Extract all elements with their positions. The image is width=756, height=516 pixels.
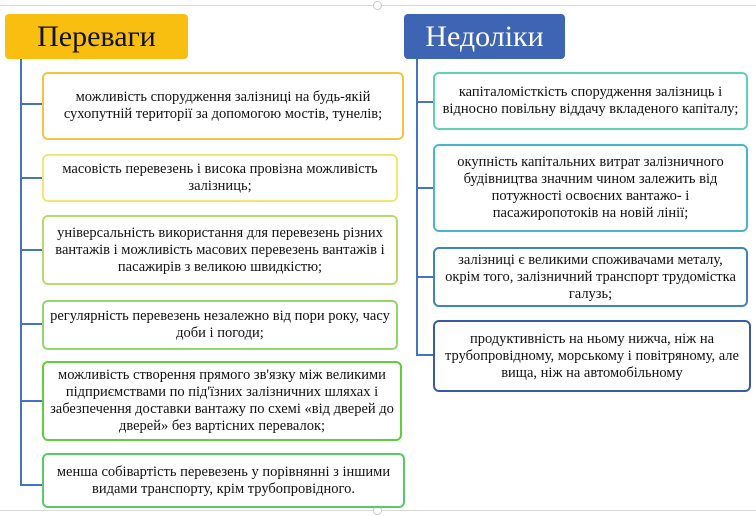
disadvantage-item-text: залізниці є великими споживачами металу, окрім того, залізничний транспорт трудомістка галузь;	[445, 251, 736, 302]
disadvantage-item	[433, 320, 751, 392]
advantages-connector-branch	[20, 484, 42, 486]
advantage-item	[42, 453, 405, 508]
advantage-item	[42, 300, 398, 350]
disadvantages-header	[404, 14, 565, 59]
disadvantages-connector-trunk	[416, 59, 418, 356]
advantages-connector-branch	[20, 400, 42, 402]
disadvantages-connector-branch	[416, 101, 433, 103]
disadvantage-item	[433, 72, 748, 130]
advantage-item	[42, 154, 398, 202]
disadvantage-item-text: продуктивність на ньому нижча, ніж на трубопровідному, морському і повітряному, але вища, ніж на автомобільному	[445, 330, 739, 381]
advantage-item-text: універсальність використання для перевезень різних вантажів і можливість масових перевезень вантажів і пасажирів з великою швидкістю;	[55, 224, 385, 275]
advantages-connector-branch	[20, 249, 42, 251]
advantages-title: Переваги	[37, 19, 156, 53]
advantage-item-text: можливість спорудження залізниці на будь-якій сухопутній території за допомогою мостів, тунелів;	[63, 89, 383, 122]
advantage-item-text: регулярність перевезень незалежно від пори року, часу доби і погоди;	[50, 308, 390, 341]
advantage-item	[42, 361, 402, 441]
disadvantages-connector-branch	[416, 276, 433, 278]
advantages-connector-branch	[20, 103, 42, 105]
advantage-item-text: масовість перевезень і висока провізна можливість залізниць;	[62, 161, 378, 194]
disadvantage-item	[433, 144, 748, 232]
resize-handle-top[interactable]	[373, 1, 382, 10]
advantages-header	[5, 14, 188, 59]
advantage-item-text: можливість створення прямого зв'язку між великими підприємствами по під'їзних залізничних шляхах і забезпечення доставки вантажу по схемі «від дверей до дверей» без вартісних перевалок;	[50, 367, 394, 434]
disadvantages-connector-branch	[416, 187, 433, 189]
disadvantage-item	[433, 247, 748, 307]
disadvantage-item-text: окупність капітальних витрат залізничного будівництва значним чином залежить від потужності освоєних вантажо- і пасажиропотоків на новій лінії;	[457, 154, 724, 221]
disadvantages-connector-branch	[416, 354, 433, 356]
advantage-item-text: менша собівартість перевезень у порівнянні з іншими видами транспорту, крім трубопровідного.	[56, 463, 391, 497]
advantages-connector-trunk	[20, 59, 22, 486]
advantages-connector-branch	[20, 323, 42, 325]
advantage-item	[42, 215, 398, 285]
advantage-item	[42, 72, 404, 140]
advantages-connector-branch	[20, 177, 42, 179]
disadvantage-item-text: капіталомісткість спорудження залізниць і відносно повільну віддачу вкладеного капіталу;	[442, 84, 739, 117]
disadvantages-title: Недоліки	[425, 19, 544, 53]
